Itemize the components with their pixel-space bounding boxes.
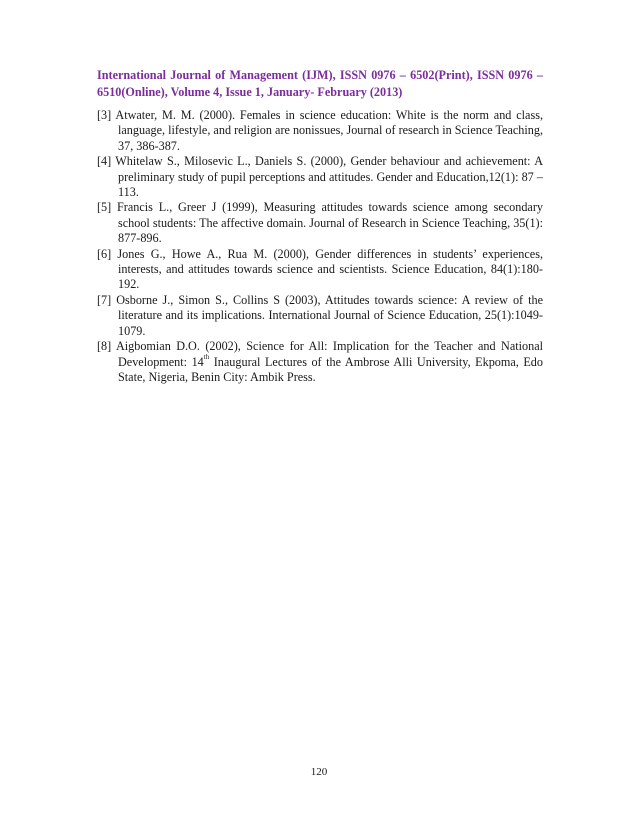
reference-text: [8] Aigbomian D.O. (2002), Science for All: Implication for the Teacher and National Development: 14 — [97, 339, 543, 369]
reference-item: [5] Francis L., Greer J (1999), Measuring attitudes towards science among secondary school students: The affective domain. Journal of Research in Science Teaching, 35(1): 877-896. — [97, 200, 543, 246]
reference-item: [4] Whitelaw S., Milosevic L., Daniels S. (2000), Gender behaviour and achievement: A preliminary study of pupil perceptions and attitudes. Gender and Education,12(1): 87 – 113. — [97, 154, 543, 200]
reference-text: Inaugural Lectures of the Ambrose Alli University, Ekpoma, Edo State, Nigeria, Benin City: Ambik Press. — [118, 354, 543, 384]
ordinal-superscript: th — [203, 353, 210, 362]
reference-item: [6] Jones G., Howe A., Rua M. (2000), Gender differences in students’ experiences, interests, and attitudes towards science and scientists. Science Education, 84(1):180-192. — [97, 246, 543, 292]
journal-header: International Journal of Management (IJM), ISSN 0976 – 6502(Print), ISSN 0976 – 6510(Online), Volume 4, Issue 1, January- February (2013) — [97, 68, 543, 99]
reference-item: [3] Atwater, M. M. (2000). Females in science education: White is the norm and class, language, lifestyle, and religion are nonissues, Journal of research in Science Teaching, 37, 386-387. — [97, 108, 543, 153]
reference-list — [97, 108, 543, 385]
page-number: 120 — [310, 766, 328, 778]
reference-item — [97, 339, 543, 385]
reference-item: [7] Osborne J., Simon S., Collins S (2003), Attitudes towards science: A review of the literature and its implications. International Journal of Science Education, 25(1):1049-1079. — [97, 292, 543, 338]
